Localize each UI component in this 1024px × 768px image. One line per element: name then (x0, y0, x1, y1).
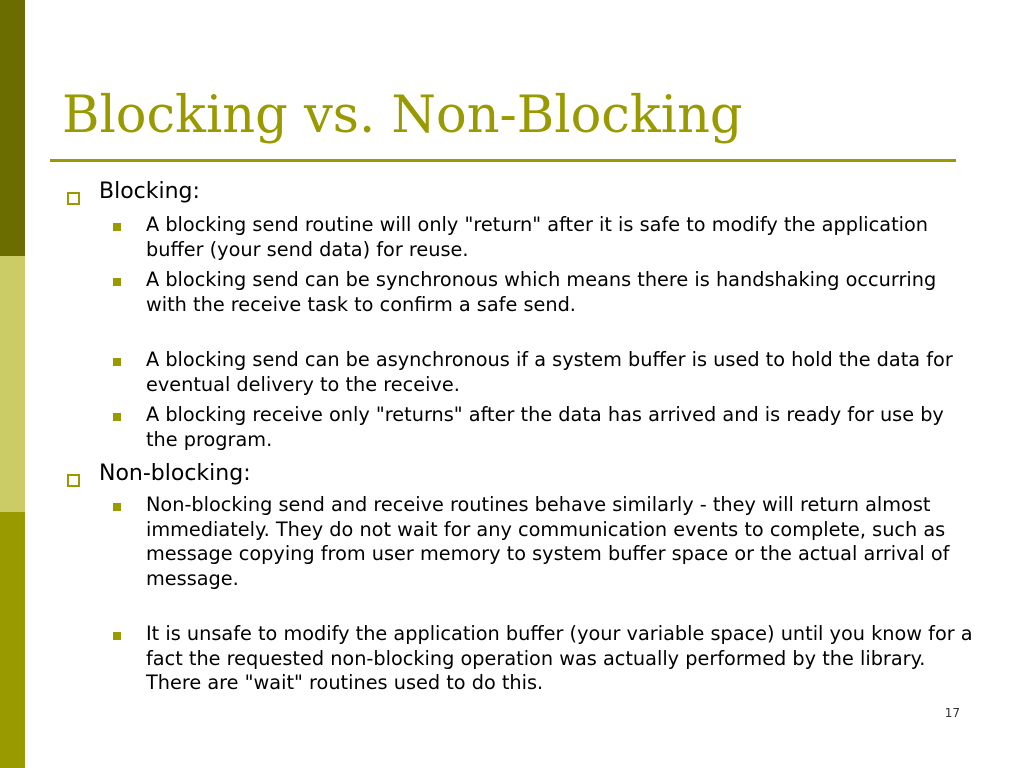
list-item: It is unsafe to modify the application buffer (your variable space) until you know for a fact the requested non-blocking operation was actually performed by the library. There are "wait" routines used to do this. (146, 622, 973, 694)
sidebar-band-bottom (0, 512, 25, 768)
list-item: A blocking send can be asynchronous if a system buffer is used to hold the data for eventual delivery to the receive. (146, 348, 953, 396)
list-item: A blocking send routine will only "return" after it is safe to modify the application buffer (your send data) for reuse. (146, 213, 929, 261)
square-bullet-icon (113, 503, 121, 511)
sidebar-stripe (0, 0, 25, 768)
hollow-square-bullet-icon (67, 192, 80, 205)
square-bullet-icon (113, 413, 121, 421)
square-bullet-icon (113, 223, 121, 231)
sidebar-band-top (0, 0, 25, 256)
list-item: A blocking send can be synchronous which means there is handshaking occurring with the receive task to confirm a safe send. (146, 268, 937, 316)
list-item: Non-blocking send and receive routines behave similarly - they will return almost immediately. They do not wait for any communication events to complete, such as message copying from user memory to system buffer space or the actual arrival of message. (146, 493, 950, 590)
page-number: 17 (944, 706, 960, 720)
sidebar-band-middle (0, 256, 25, 512)
title-underline (50, 159, 956, 162)
slide-title: Blocking vs. Non-Blocking (62, 86, 743, 145)
list-item: A blocking receive only "returns" after the data has arrived and is ready for use by the program. (146, 403, 944, 451)
section-heading-non-blocking: Non-blocking: (99, 461, 251, 486)
square-bullet-icon (113, 632, 121, 640)
section-heading-blocking: Blocking: (99, 179, 200, 204)
square-bullet-icon (113, 278, 121, 286)
hollow-square-bullet-icon (67, 474, 80, 487)
square-bullet-icon (113, 358, 121, 366)
